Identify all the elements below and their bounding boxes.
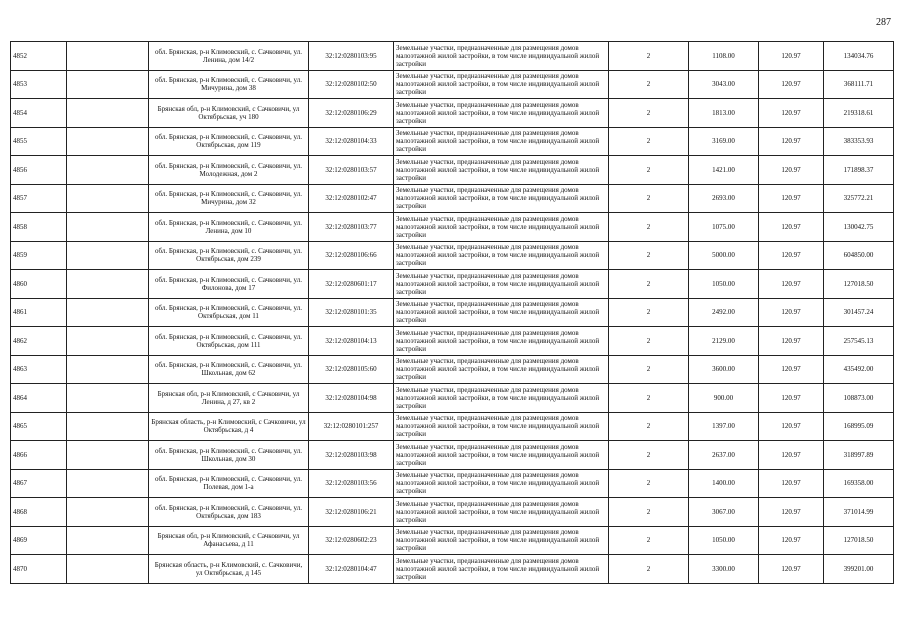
category-cell: 2	[609, 498, 689, 527]
cadastral-value-cell: 301457.24	[824, 298, 894, 327]
cadastral-number-cell: 32:12:0280101:257	[309, 412, 394, 441]
row-number-cell: 4866	[11, 441, 67, 470]
row-number-cell: 4860	[11, 270, 67, 299]
cadastral-number-cell: 32:12:0280106:29	[309, 99, 394, 128]
table-row	[11, 241, 894, 270]
table-row	[11, 469, 894, 498]
rate-cell: 120.97	[759, 298, 824, 327]
address-cell: Брянская обл, р-н Климовский, с Сачковичи, ул Ленина, д 27, кв 2	[149, 384, 309, 413]
land-use-cell: Земельные участки, предназначенные для размещения домов малоэтажной жилой застройки, в том числе индивидуальной жилой застройки	[394, 270, 609, 299]
rate-cell: 120.97	[759, 526, 824, 555]
category-cell: 2	[609, 441, 689, 470]
category-cell: 2	[609, 555, 689, 584]
rate-cell: 120.97	[759, 555, 824, 584]
area-cell: 1050.00	[689, 270, 759, 299]
rate-cell: 120.97	[759, 498, 824, 527]
land-use-cell: Земельные участки, предназначенные для размещения домов малоэтажной жилой застройки, в том числе индивидуальной жилой застройки	[394, 498, 609, 527]
row-number-cell: 4865	[11, 412, 67, 441]
category-cell: 2	[609, 384, 689, 413]
address-cell: обл. Брянская, р-н Климовский, с. Сачковичи, ул. Полевая, дом 1-а	[149, 469, 309, 498]
row-number-cell: 4862	[11, 327, 67, 356]
category-cell: 2	[609, 99, 689, 128]
land-use-cell: Земельные участки, предназначенные для размещения домов малоэтажной жилой застройки, в том числе индивидуальной жилой застройки	[394, 70, 609, 99]
rate-cell: 120.97	[759, 355, 824, 384]
empty-cell	[67, 555, 149, 584]
empty-cell	[67, 412, 149, 441]
table-row	[11, 526, 894, 555]
row-number-cell: 4868	[11, 498, 67, 527]
cadastral-number-cell: 32:12:0280103:57	[309, 156, 394, 185]
address-cell: обл. Брянская, р-н Климовский, с. Сачковичи, ул. Октябрьская, дом 119	[149, 127, 309, 156]
cadastral-number-cell: 32:12:0280102:50	[309, 70, 394, 99]
empty-cell	[67, 327, 149, 356]
category-cell: 2	[609, 241, 689, 270]
land-use-cell: Земельные участки, предназначенные для размещения домов малоэтажной жилой застройки, в том числе индивидуальной жилой застройки	[394, 213, 609, 242]
empty-cell	[67, 469, 149, 498]
table-row	[11, 42, 894, 71]
cadastral-number-cell: 32:12:0280105:60	[309, 355, 394, 384]
row-number-cell: 4861	[11, 298, 67, 327]
land-plot-table	[10, 41, 894, 584]
table-row	[11, 213, 894, 242]
table-row	[11, 270, 894, 299]
row-number-cell: 4870	[11, 555, 67, 584]
address-cell: обл. Брянская, р-н Климовский, с. Сачковичи, ул. Октябрьская, дом 239	[149, 241, 309, 270]
category-cell: 2	[609, 213, 689, 242]
land-use-cell: Земельные участки, предназначенные для размещения домов малоэтажной жилой застройки, в том числе индивидуальной жилой застройки	[394, 412, 609, 441]
cadastral-value-cell: 127018.50	[824, 526, 894, 555]
address-cell: обл. Брянская, р-н Климовский, с. Сачковичи, ул. Октябрьская, дом 111	[149, 327, 309, 356]
land-use-cell: Земельные участки, предназначенные для размещения домов малоэтажной жилой застройки, в том числе индивидуальной жилой застройки	[394, 384, 609, 413]
address-cell: обл. Брянская, р-н Климовский, с. Сачковичи, ул. Мичурина, дом 32	[149, 184, 309, 213]
cadastral-value-cell: 127018.50	[824, 270, 894, 299]
area-cell: 1813.00	[689, 99, 759, 128]
address-cell: Брянская обл, р-н Климовский, с Сачковичи, ул Октябрьская, уч 180	[149, 99, 309, 128]
address-cell: Брянская обл, р-н Климовский, с Сачковичи, ул Афанасьева, д 11	[149, 526, 309, 555]
empty-cell	[67, 213, 149, 242]
address-cell: обл. Брянская, р-н Климовский, с. Сачковичи, ул. Школьная, дом 62	[149, 355, 309, 384]
land-use-cell: Земельные участки, предназначенные для размещения домов малоэтажной жилой застройки, в том числе индивидуальной жилой застройки	[394, 156, 609, 185]
category-cell: 2	[609, 355, 689, 384]
cadastral-number-cell: 32:12:0280601:17	[309, 270, 394, 299]
land-use-cell: Земельные участки, предназначенные для размещения домов малоэтажной жилой застройки, в том числе индивидуальной жилой застройки	[394, 298, 609, 327]
table-row	[11, 355, 894, 384]
table-row	[11, 441, 894, 470]
cadastral-number-cell: 32:12:0280103:95	[309, 42, 394, 71]
land-use-cell: Земельные участки, предназначенные для размещения домов малоэтажной жилой застройки, в том числе индивидуальной жилой застройки	[394, 526, 609, 555]
row-number-cell: 4863	[11, 355, 67, 384]
row-number-cell: 4854	[11, 99, 67, 128]
area-cell: 2637.00	[689, 441, 759, 470]
category-cell: 2	[609, 412, 689, 441]
category-cell: 2	[609, 298, 689, 327]
area-cell: 3067.00	[689, 498, 759, 527]
cadastral-number-cell: 32:12:0280103:77	[309, 213, 394, 242]
land-use-cell: Земельные участки, предназначенные для размещения домов малоэтажной жилой застройки, в том числе индивидуальной жилой застройки	[394, 355, 609, 384]
rate-cell: 120.97	[759, 441, 824, 470]
empty-cell	[67, 42, 149, 71]
row-number-cell: 4867	[11, 469, 67, 498]
cadastral-number-cell: 32:12:0280106:66	[309, 241, 394, 270]
rate-cell: 120.97	[759, 469, 824, 498]
table-row	[11, 184, 894, 213]
row-number-cell: 4855	[11, 127, 67, 156]
rate-cell: 120.97	[759, 184, 824, 213]
row-number-cell: 4869	[11, 526, 67, 555]
address-cell: обл. Брянская, р-н Климовский, с. Сачковичи, ул. Октябрьская, дом 183	[149, 498, 309, 527]
cadastral-value-cell: 368111.71	[824, 70, 894, 99]
cadastral-value-cell: 169358.00	[824, 469, 894, 498]
table-row	[11, 412, 894, 441]
rate-cell: 120.97	[759, 384, 824, 413]
row-number-cell: 4864	[11, 384, 67, 413]
rate-cell: 120.97	[759, 156, 824, 185]
empty-cell	[67, 156, 149, 185]
cadastral-value-cell: 399201.00	[824, 555, 894, 584]
cadastral-value-cell: 371014.99	[824, 498, 894, 527]
area-cell: 3169.00	[689, 127, 759, 156]
land-use-cell: Земельные участки, предназначенные для размещения домов малоэтажной жилой застройки, в том числе индивидуальной жилой застройки	[394, 241, 609, 270]
address-cell: Брянская область, р-н Климовский, с Сачковичи, ул Октябрьская, д 4	[149, 412, 309, 441]
cadastral-value-cell: 108873.00	[824, 384, 894, 413]
area-cell: 3043.00	[689, 70, 759, 99]
cadastral-number-cell: 32:12:0280602:23	[309, 526, 394, 555]
table-body	[11, 42, 894, 584]
area-cell: 3600.00	[689, 355, 759, 384]
empty-cell	[67, 99, 149, 128]
category-cell: 2	[609, 526, 689, 555]
rate-cell: 120.97	[759, 241, 824, 270]
table-row	[11, 70, 894, 99]
land-use-cell: Земельные участки, предназначенные для размещения домов малоэтажной жилой застройки, в том числе индивидуальной жилой застройки	[394, 99, 609, 128]
land-use-cell: Земельные участки, предназначенные для размещения домов малоэтажной жилой застройки, в том числе индивидуальной жилой застройки	[394, 555, 609, 584]
rate-cell: 120.97	[759, 127, 824, 156]
table-row	[11, 156, 894, 185]
address-cell: обл. Брянская, р-н Климовский, с. Сачковичи, ул. Ленина, дом 10	[149, 213, 309, 242]
rate-cell: 120.97	[759, 213, 824, 242]
category-cell: 2	[609, 327, 689, 356]
cadastral-value-cell: 219318.61	[824, 99, 894, 128]
cadastral-number-cell: 32:12:0280104:13	[309, 327, 394, 356]
area-cell: 1075.00	[689, 213, 759, 242]
table-row	[11, 327, 894, 356]
address-cell: обл. Брянская, р-н Климовский, с. Сачковичи, ул. Мичурина, дом 38	[149, 70, 309, 99]
cadastral-number-cell: 32:12:0280104:47	[309, 555, 394, 584]
category-cell: 2	[609, 70, 689, 99]
area-cell: 2129.00	[689, 327, 759, 356]
category-cell: 2	[609, 42, 689, 71]
cadastral-number-cell: 32:12:0280102:47	[309, 184, 394, 213]
category-cell: 2	[609, 184, 689, 213]
row-number-cell: 4859	[11, 241, 67, 270]
land-use-cell: Земельные участки, предназначенные для размещения домов малоэтажной жилой застройки, в том числе индивидуальной жилой застройки	[394, 327, 609, 356]
row-number-cell: 4856	[11, 156, 67, 185]
table-row	[11, 99, 894, 128]
cadastral-value-cell: 325772.21	[824, 184, 894, 213]
cadastral-value-cell: 130042.75	[824, 213, 894, 242]
area-cell: 2492.00	[689, 298, 759, 327]
address-cell: обл. Брянская, р-н Климовский, с. Сачковичи, ул. Филонова, дом 17	[149, 270, 309, 299]
cadastral-number-cell: 32:12:0280104:98	[309, 384, 394, 413]
rate-cell: 120.97	[759, 270, 824, 299]
address-cell: Брянская область, р-н Климовский, с. Сачковичи, ул Октябрьская, д 145	[149, 555, 309, 584]
area-cell: 1108.00	[689, 42, 759, 71]
row-number-cell: 4858	[11, 213, 67, 242]
table-row	[11, 555, 894, 584]
cadastral-value-cell: 257545.13	[824, 327, 894, 356]
cadastral-value-cell: 168995.09	[824, 412, 894, 441]
empty-cell	[67, 298, 149, 327]
category-cell: 2	[609, 156, 689, 185]
address-cell: обл. Брянская, р-н Климовский, с. Сачковичи, ул. Ленина, дом 14/2	[149, 42, 309, 71]
cadastral-number-cell: 32:12:0280106:21	[309, 498, 394, 527]
empty-cell	[67, 70, 149, 99]
area-cell: 1421.00	[689, 156, 759, 185]
land-use-cell: Земельные участки, предназначенные для размещения домов малоэтажной жилой застройки, в том числе индивидуальной жилой застройки	[394, 184, 609, 213]
cadastral-value-cell: 171898.37	[824, 156, 894, 185]
empty-cell	[67, 384, 149, 413]
area-cell: 5000.00	[689, 241, 759, 270]
category-cell: 2	[609, 270, 689, 299]
table-row	[11, 498, 894, 527]
cadastral-number-cell: 32:12:0280101:35	[309, 298, 394, 327]
cadastral-value-cell: 318997.89	[824, 441, 894, 470]
land-use-cell: Земельные участки, предназначенные для размещения домов малоэтажной жилой застройки, в том числе индивидуальной жилой застройки	[394, 42, 609, 71]
rate-cell: 120.97	[759, 99, 824, 128]
table-row	[11, 298, 894, 327]
empty-cell	[67, 355, 149, 384]
table-row	[11, 127, 894, 156]
category-cell: 2	[609, 469, 689, 498]
area-cell: 1400.00	[689, 469, 759, 498]
cadastral-value-cell: 435492.00	[824, 355, 894, 384]
address-cell: обл. Брянская, р-н Климовский, с. Сачковичи, ул. Школьная, дом 30	[149, 441, 309, 470]
empty-cell	[67, 526, 149, 555]
cadastral-value-cell: 134034.76	[824, 42, 894, 71]
empty-cell	[67, 270, 149, 299]
row-number-cell: 4853	[11, 70, 67, 99]
rate-cell: 120.97	[759, 327, 824, 356]
table-row	[11, 384, 894, 413]
row-number-cell: 4857	[11, 184, 67, 213]
land-use-cell: Земельные участки, предназначенные для размещения домов малоэтажной жилой застройки, в том числе индивидуальной жилой застройки	[394, 469, 609, 498]
area-cell: 1397.00	[689, 412, 759, 441]
area-cell: 1050.00	[689, 526, 759, 555]
rate-cell: 120.97	[759, 70, 824, 99]
address-cell: обл. Брянская, р-н Климовский, с. Сачковичи, ул. Октябрьская, дом 11	[149, 298, 309, 327]
empty-cell	[67, 184, 149, 213]
empty-cell	[67, 441, 149, 470]
area-cell: 2693.00	[689, 184, 759, 213]
land-use-cell: Земельные участки, предназначенные для размещения домов малоэтажной жилой застройки, в том числе индивидуальной жилой застройки	[394, 441, 609, 470]
category-cell: 2	[609, 127, 689, 156]
cadastral-value-cell: 383353.93	[824, 127, 894, 156]
cadastral-value-cell: 604850.00	[824, 241, 894, 270]
empty-cell	[67, 241, 149, 270]
address-cell: обл. Брянская, р-н Климовский, с. Сачковичи, ул. Молодежная, дом 2	[149, 156, 309, 185]
page-number: 287	[876, 17, 891, 28]
cadastral-number-cell: 32:12:0280103:98	[309, 441, 394, 470]
rate-cell: 120.97	[759, 412, 824, 441]
area-cell: 900.00	[689, 384, 759, 413]
empty-cell	[67, 498, 149, 527]
empty-cell	[67, 127, 149, 156]
cadastral-number-cell: 32:12:0280103:56	[309, 469, 394, 498]
rate-cell: 120.97	[759, 42, 824, 71]
row-number-cell: 4852	[11, 42, 67, 71]
land-use-cell: Земельные участки, предназначенные для размещения домов малоэтажной жилой застройки, в том числе индивидуальной жилой застройки	[394, 127, 609, 156]
area-cell: 3300.00	[689, 555, 759, 584]
cadastral-number-cell: 32:12:0280104:33	[309, 127, 394, 156]
